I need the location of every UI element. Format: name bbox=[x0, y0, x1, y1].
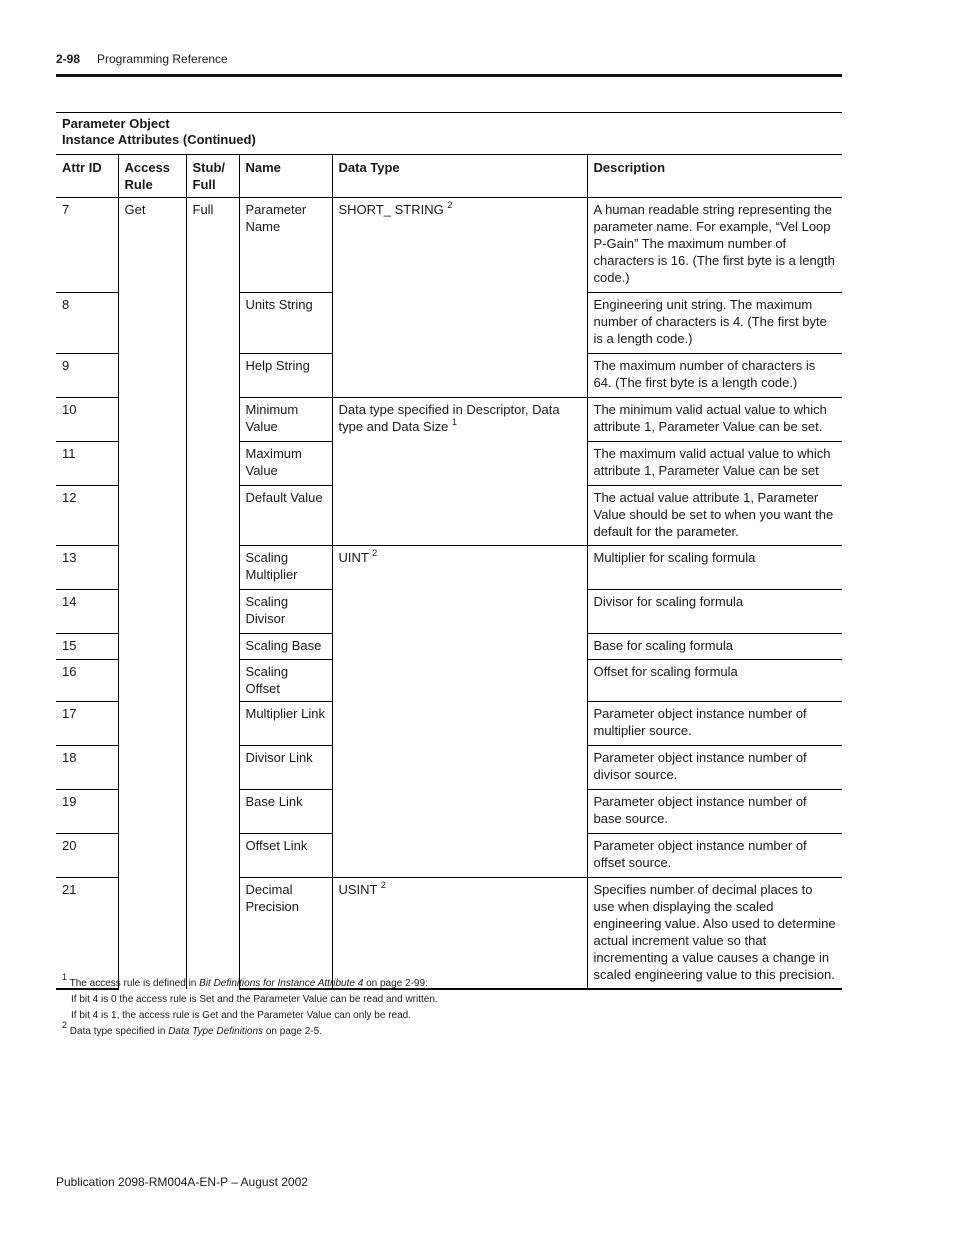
description-cell: Base for scaling formula bbox=[587, 634, 842, 660]
attributes-table bbox=[56, 154, 842, 990]
description-cell: The actual value attribute 1, Parameter Value should be set to when you want the default for the parameter. bbox=[587, 486, 842, 546]
description-cell: Parameter object instance number of base source. bbox=[587, 790, 842, 834]
footnote-2-page: on page 2-5. bbox=[263, 1026, 322, 1037]
description-cell: The minimum valid actual value to which attribute 1, Parameter Value can be set. bbox=[587, 398, 842, 442]
footnote-1-mark: 1 bbox=[62, 972, 68, 982]
footnote-1 bbox=[62, 972, 438, 992]
footnote-1-line-2: If bit 4 is 0 the access rule is Set and the Parameter Value can be read and written. bbox=[71, 994, 438, 1005]
attr-name-cell: Help String bbox=[239, 354, 332, 398]
attr-id-cell: 20 bbox=[56, 834, 118, 878]
data-type-cell bbox=[332, 546, 587, 878]
attr-id-cell: 11 bbox=[56, 442, 118, 486]
footnote-ref: 1 bbox=[451, 417, 457, 427]
attributes-table-block bbox=[56, 112, 842, 990]
attr-name-cell: Offset Link bbox=[239, 834, 332, 878]
description-cell: Parameter object instance number of multiplier source. bbox=[587, 702, 842, 746]
description-cell: Multiplier for scaling formula bbox=[587, 546, 842, 590]
footnote-1-page: on page 2-99: bbox=[363, 978, 428, 989]
stub-full-cell: Full bbox=[186, 198, 239, 989]
footnote-1-reference: Bit Definitions for Instance Attribute 4 bbox=[199, 978, 364, 989]
description-cell: Divisor for scaling formula bbox=[587, 590, 842, 634]
footnote-ref: 2 bbox=[372, 548, 378, 558]
attr-id-cell: 10 bbox=[56, 398, 118, 442]
attr-name-cell: Default Value bbox=[239, 486, 332, 546]
caption-line-1: Parameter Object bbox=[62, 116, 170, 131]
publication-footer: Publication 2098-RM004A-EN-P – August 2002 bbox=[56, 1175, 308, 1189]
description-cell: The maximum valid actual value to which attribute 1, Parameter Value can be set bbox=[587, 442, 842, 486]
data-type-cell bbox=[332, 198, 587, 398]
footnote-2-reference: Data Type Definitions bbox=[168, 1026, 264, 1037]
description-cell: Offset for scaling formula bbox=[587, 660, 842, 702]
attr-name-cell: Scaling Divisor bbox=[239, 590, 332, 634]
table-caption bbox=[56, 113, 842, 154]
attr-name-cell: Decimal Precision bbox=[239, 878, 332, 989]
col-header-attr-id: Attr ID bbox=[56, 155, 118, 198]
footnote-ref: 2 bbox=[380, 880, 386, 890]
col-header-name: Name bbox=[239, 155, 332, 198]
footnote-2-mark: 2 bbox=[62, 1020, 68, 1030]
footnote-1-line-3: If bit 4 is 1, the access rule is Get and the Parameter Value can only be read. bbox=[71, 1010, 411, 1021]
attr-id-cell: 14 bbox=[56, 590, 118, 634]
attr-name-cell: Scaling Offset bbox=[239, 660, 332, 702]
page-number: 2-98 bbox=[56, 52, 81, 66]
attr-id-cell: 16 bbox=[56, 660, 118, 702]
data-type-cell bbox=[332, 878, 587, 989]
attr-id-cell: 12 bbox=[56, 486, 118, 546]
footnote-2-text: Data type specified in bbox=[69, 1026, 169, 1037]
attr-name-cell: Scaling Base bbox=[239, 634, 332, 660]
footnote-2 bbox=[62, 1020, 438, 1040]
footnotes bbox=[62, 972, 438, 1040]
caption-line-2: Instance Attributes (Continued) bbox=[62, 132, 256, 147]
data-type-text: SHORT_ STRING bbox=[338, 202, 444, 217]
data-type-cell bbox=[332, 398, 587, 546]
table-header-row bbox=[56, 155, 842, 198]
attr-name-cell: Maximum Value bbox=[239, 442, 332, 486]
description-cell: Specifies number of decimal places to use when displaying the scaled engineering value. Also used to determine actual increment value so that incrementing a value causes a change in scaled engineering value to this precision. bbox=[587, 878, 842, 989]
attr-name-cell: Parameter Name bbox=[239, 198, 332, 293]
footnote-ref: 2 bbox=[447, 200, 453, 210]
section-title: Programming Reference bbox=[97, 52, 228, 66]
data-type-text: UINT bbox=[338, 550, 369, 565]
description-cell: Engineering unit string. The maximum number of characters is 4. (The first byte is a length code.) bbox=[587, 293, 842, 354]
attr-id-cell: 21 bbox=[56, 878, 118, 989]
header-rule bbox=[56, 74, 842, 77]
attr-id-cell: 15 bbox=[56, 634, 118, 660]
col-header-access-rule: Access Rule bbox=[118, 155, 186, 198]
page-header bbox=[56, 52, 228, 66]
access-rule-cell: Get bbox=[118, 198, 186, 989]
attr-id-cell: 8 bbox=[56, 293, 118, 354]
attr-name-cell: Minimum Value bbox=[239, 398, 332, 442]
attr-name-cell: Divisor Link bbox=[239, 746, 332, 790]
attr-id-cell: 13 bbox=[56, 546, 118, 590]
attr-name-cell: Units String bbox=[239, 293, 332, 354]
attr-name-cell: Base Link bbox=[239, 790, 332, 834]
attr-id-cell: 9 bbox=[56, 354, 118, 398]
col-header-description: Description bbox=[587, 155, 842, 198]
description-cell: The maximum number of characters is 64. (The first byte is a length code.) bbox=[587, 354, 842, 398]
description-cell: Parameter object instance number of divisor source. bbox=[587, 746, 842, 790]
attr-id-cell: 19 bbox=[56, 790, 118, 834]
footnote-1-text: The access rule is defined in bbox=[69, 978, 200, 989]
data-type-text: USINT bbox=[338, 882, 378, 897]
attr-id-cell: 7 bbox=[56, 198, 118, 293]
attr-name-cell: Multiplier Link bbox=[239, 702, 332, 746]
table-row bbox=[56, 198, 842, 293]
attr-id-cell: 17 bbox=[56, 702, 118, 746]
description-cell: Parameter object instance number of offset source. bbox=[587, 834, 842, 878]
data-type-text: Data type specified in Descriptor, Data type and Data Size bbox=[338, 402, 560, 434]
attr-id-cell: 18 bbox=[56, 746, 118, 790]
col-header-data-type: Data Type bbox=[332, 155, 587, 198]
description-cell: A human readable string representing the parameter name. For example, “Vel Loop P-Gain” The maximum number of characters is 16. (The first byte is a length code.) bbox=[587, 198, 842, 293]
col-header-stub-full: Stub/ Full bbox=[186, 155, 239, 198]
attr-name-cell: Scaling Multiplier bbox=[239, 546, 332, 590]
